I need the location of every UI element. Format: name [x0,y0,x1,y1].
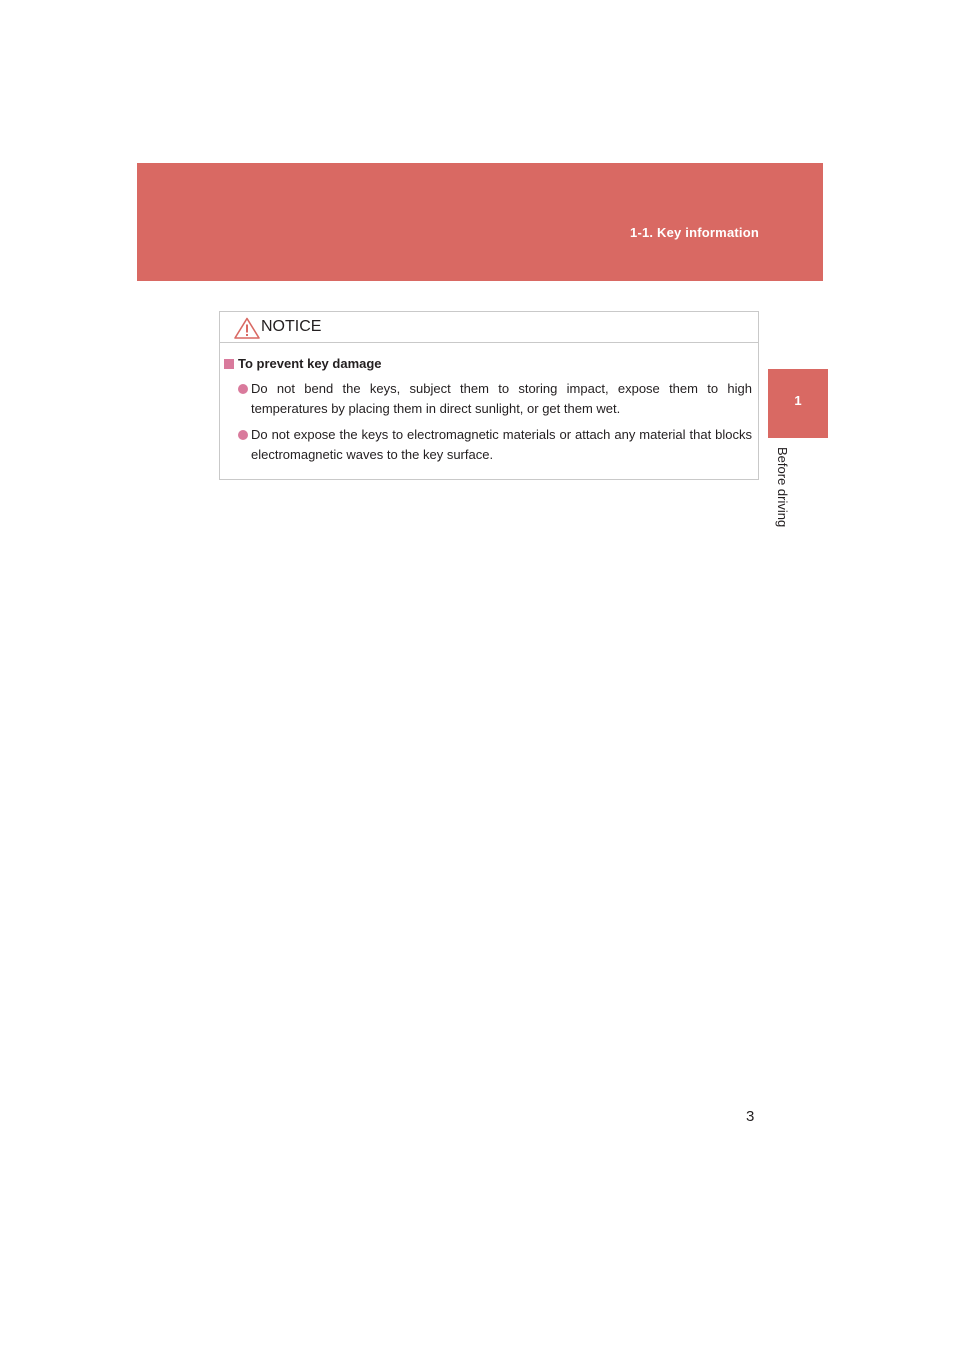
list-item-text: Do not bend the keys, subject them to storing impact, expose them to high temperatures by placing them in direct sunlight, or get them wet. [251,381,752,416]
section-heading [224,356,752,371]
page-number: 3 [746,1108,755,1125]
list-item-text: Do not expose the keys to electromagnetic materials or attach any material that blocks electromagnetic waves to the key surface. [251,427,752,462]
list-item [238,379,752,419]
square-bullet-icon [224,359,234,369]
bullet-dot-icon [238,430,248,440]
notice-body [220,343,758,465]
section-heading-text: To prevent key damage [238,356,382,371]
list-item [238,425,752,465]
warning-triangle-icon [234,317,260,339]
chapter-label: Before driving [775,447,790,528]
notice-title: NOTICE [261,318,322,335]
header-band [137,163,823,281]
chapter-tab [768,369,828,438]
notice-header [220,312,758,343]
section-title: 1-1. Key information [630,225,759,240]
bullet-dot-icon [238,384,248,394]
chapter-number: 1 [794,393,802,408]
notice-box [219,311,759,480]
